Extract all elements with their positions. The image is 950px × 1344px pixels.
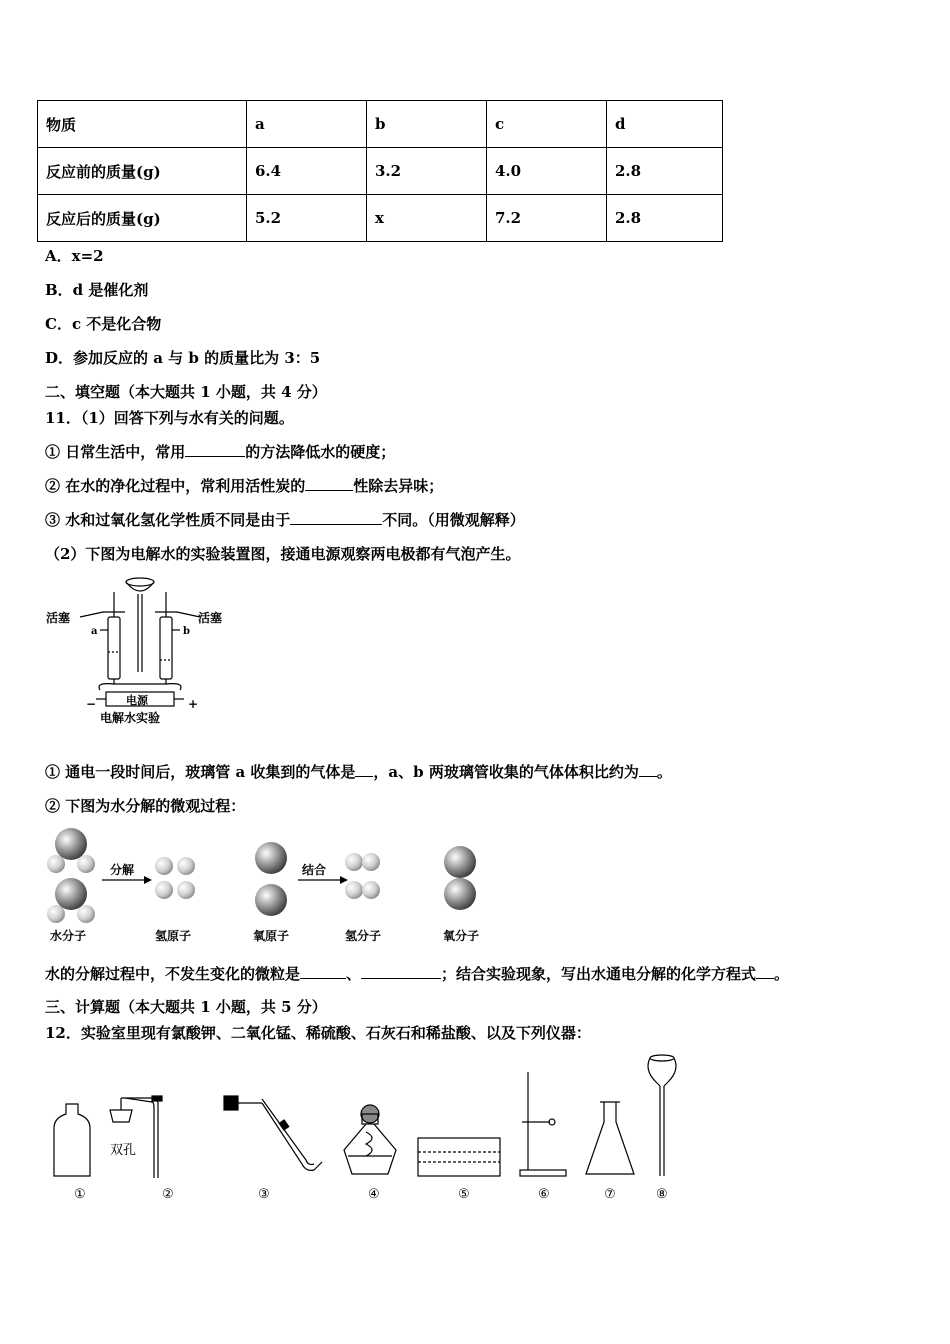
text: 的方法降低水的硬度； [245,443,396,461]
water-decomposition-diagram [40,822,510,952]
hydrogen-atoms-icon [155,857,195,899]
table-cell: 6.4 [247,148,367,195]
iron-stand-icon [520,1072,566,1176]
arrow-label-combine: 结合 [302,863,327,877]
apparatus-number: ① [74,1187,86,1202]
table-cell: 2.8 [607,148,723,195]
apparatus-diagram [40,1052,690,1212]
minus-sign: − [86,697,97,711]
table-cell: 7.2 [487,195,607,242]
label-water-molecule: 水分子 [50,929,87,943]
water-molecule-icon [47,878,95,923]
label-oxygen-molecule: 氧分子 [443,929,480,943]
option-d: D．参加反应的 a 与 b 的质量比为 3：5 [45,349,321,367]
question-12: 12．实验室里现有氯酸钾、二氧化锰、稀硫酸、石灰石和稀盐酸、以及下列仪器： [45,1024,591,1042]
oxygen-molecule-icon [444,846,476,910]
table-cell: 3.2 [367,148,487,195]
arrow-label-decompose: 分解 [110,863,135,877]
question-11-item-1 [45,442,395,462]
answer-blank[interactable] [305,476,353,491]
table-header-row [38,101,723,148]
apparatus-number: ② [162,1187,174,1202]
stopper-label: 双孔 [110,1143,137,1158]
apparatus-number: ⑤ [458,1187,470,1202]
oxygen-atoms-icon [255,842,287,916]
table-row [38,195,723,242]
label-hydrogen-atom: 氢原子 [155,929,192,943]
text: ；结合实验现象，写出水通电分解的化学方程式 [441,965,757,983]
label-hydrogen-molecule: 氢分子 [345,929,382,943]
table-cell: d [607,101,723,148]
table-cell: b [367,101,487,148]
water-molecule-icon [47,828,95,873]
text: ③ 水和过氧化氢化学性质不同是由于 [45,511,291,529]
text: 水的分解过程中，不发生变化的微粒是 [45,965,301,983]
caption: 电解水实验 [100,711,161,725]
label-a: a [91,626,98,637]
label-left: 活塞 [46,611,71,625]
answer-blank[interactable] [756,964,774,979]
table-cell: 2.8 [607,195,723,242]
question-11-item-2 [45,476,443,496]
table-cell: 物质 [38,101,247,148]
text: 不同。（用微观解释） [382,511,525,529]
answer-blank[interactable] [639,762,657,777]
label-b: b [183,626,190,637]
label-oxygen-atom: 氧原子 [253,929,290,943]
text: ② 在水的净化过程中，常利用活性炭的 [45,477,306,495]
mass-table [37,100,723,242]
power-label: 电源 [126,694,148,707]
apparatus-number: ⑧ [656,1187,668,1202]
text: 。 [656,763,672,781]
table-cell: 4.0 [487,148,607,195]
table-cell: 反应前的质量(g) [38,148,247,195]
text: 性除去异味； [353,477,444,495]
table-cell: 5.2 [247,195,367,242]
answer-blank[interactable] [355,762,373,777]
option-a: A．x=2 [45,247,104,265]
table-row [38,148,723,195]
label-right: 活塞 [198,611,223,625]
text: ① 通电一段时间后，玻璃管 a 收集到的气体是 [45,763,356,781]
alcohol-lamp-icon [344,1105,396,1174]
option-c: C．c 不是化合物 [45,315,162,333]
apparatus-number: ③ [258,1187,270,1202]
conical-flask-icon [586,1102,634,1174]
question-11-item-3 [45,510,525,530]
table-cell: 反应后的质量(g) [38,195,247,242]
answer-blank[interactable] [300,964,346,979]
text: 。 [774,965,790,983]
answer-blank[interactable] [290,510,382,525]
stopper-tube-icon [110,1096,162,1178]
bottle-icon [54,1104,90,1176]
question-11-last [45,964,789,984]
answer-blank[interactable] [361,964,441,979]
question-11-part-2: （2）下图为电解水的实验装置图，接通电源观察两电极都有气泡产生。 [45,545,521,563]
answer-blank[interactable] [185,442,245,457]
electrolysis-diagram [40,572,240,732]
table-cell: c [487,101,607,148]
option-b: B．d 是催化剂 [45,281,149,299]
hydrogen-molecule-icon [345,853,380,899]
table-cell: x [367,195,487,242]
apparatus-number: ⑥ [538,1187,550,1202]
bent-tube-icon [224,1096,322,1170]
water-trough-icon [418,1138,500,1176]
question-11-p1 [45,762,672,782]
text: ，a、b 两玻璃管收集的气体体积比约为 [373,763,639,781]
section-2-title: 二、填空题（本大题共 1 小题，共 4 分） [45,383,327,401]
apparatus-number: ⑦ [604,1187,616,1202]
text: ① 日常生活中，常用 [45,443,186,461]
question-11-intro: 11．（1）回答下列与水有关的问题。 [45,409,294,427]
plus-sign: + [188,697,199,711]
question-11-p2: ② 下图为水分解的微观过程： [45,797,246,815]
apparatus-number: ④ [368,1187,380,1202]
long-funnel-icon [648,1055,676,1176]
section-3-title: 三、计算题（本大题共 1 小题，共 5 分） [45,998,327,1016]
table-cell: a [247,101,367,148]
text: 、 [346,965,362,983]
